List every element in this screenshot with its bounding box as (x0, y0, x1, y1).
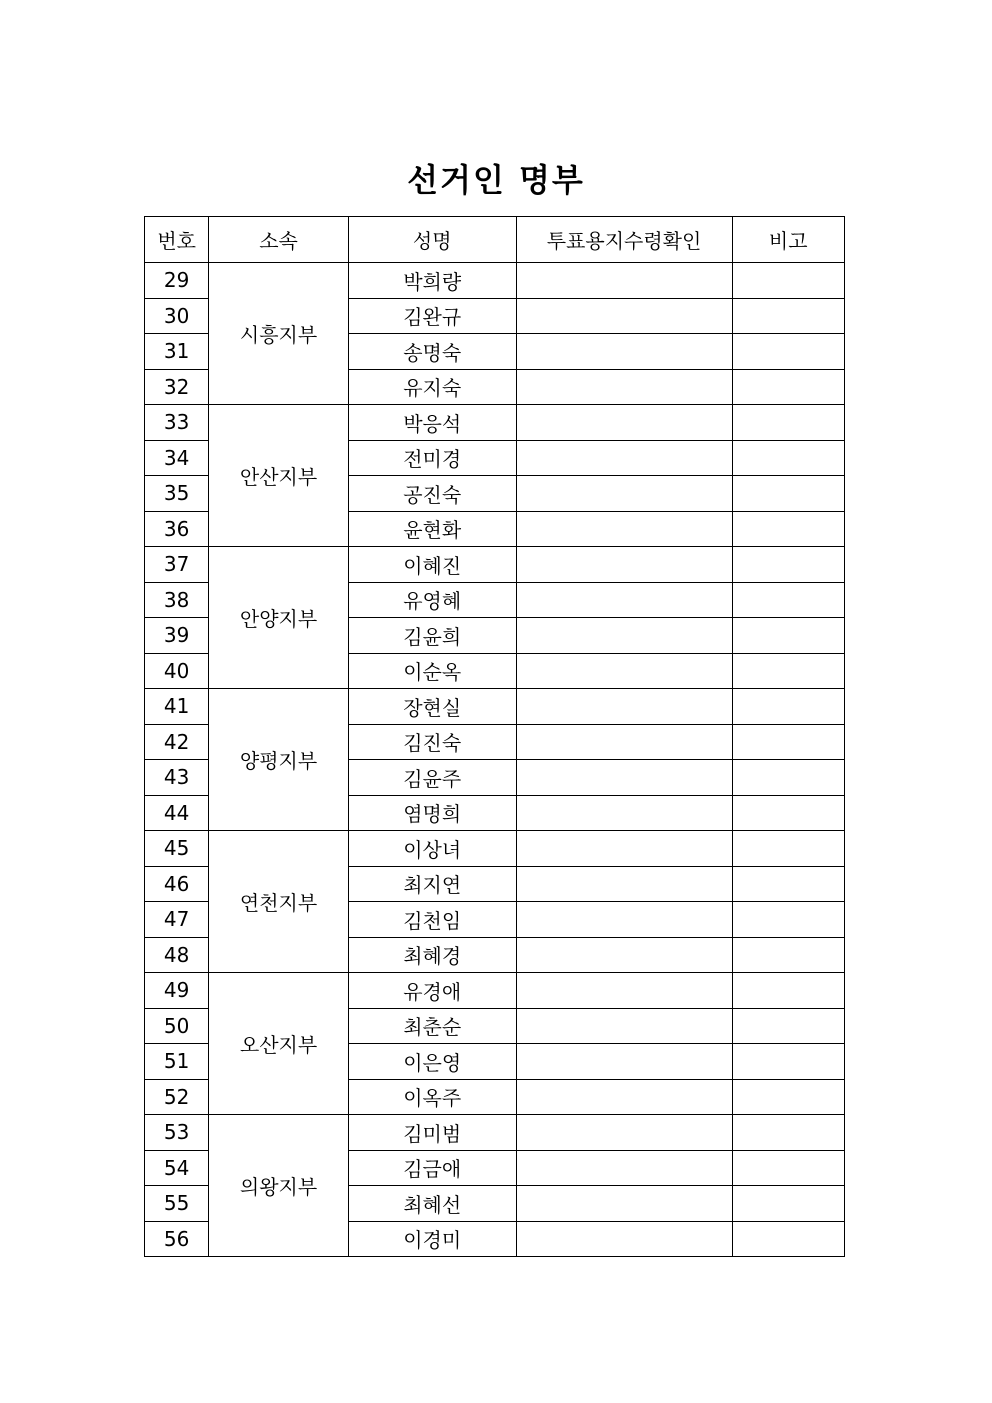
cell-name: 김금애 (348, 1150, 516, 1186)
table-row (145, 405, 845, 441)
table-body (145, 263, 845, 1257)
cell-no: 56 (145, 1221, 209, 1257)
cell-remark[interactable] (732, 405, 845, 441)
cell-name: 이옥주 (348, 1079, 516, 1115)
cell-remark[interactable] (732, 582, 845, 618)
cell-no: 39 (145, 618, 209, 654)
cell-name: 최지연 (348, 866, 516, 902)
table-row (145, 689, 845, 725)
cell-no: 34 (145, 440, 209, 476)
cell-no: 37 (145, 547, 209, 583)
cell-remark[interactable] (732, 369, 845, 405)
cell-name: 염명희 (348, 795, 516, 831)
cell-receipt-confirmation[interactable] (516, 902, 732, 938)
cell-receipt-confirmation[interactable] (516, 831, 732, 867)
cell-receipt-confirmation[interactable] (516, 1044, 732, 1080)
cell-name: 김진숙 (348, 724, 516, 760)
cell-no: 46 (145, 866, 209, 902)
cell-no: 31 (145, 334, 209, 370)
cell-name: 박응석 (348, 405, 516, 441)
cell-receipt-confirmation[interactable] (516, 582, 732, 618)
cell-no: 44 (145, 795, 209, 831)
cell-name: 전미경 (348, 440, 516, 476)
cell-name: 김완규 (348, 298, 516, 334)
cell-remark[interactable] (732, 1044, 845, 1080)
cell-branch: 오산지부 (209, 973, 349, 1115)
cell-receipt-confirmation[interactable] (516, 1079, 732, 1115)
cell-no: 48 (145, 937, 209, 973)
cell-remark[interactable] (732, 1008, 845, 1044)
cell-remark[interactable] (732, 1221, 845, 1257)
cell-receipt-confirmation[interactable] (516, 298, 732, 334)
cell-branch: 안양지부 (209, 547, 349, 689)
cell-branch: 안산지부 (209, 405, 349, 547)
cell-name: 이은영 (348, 1044, 516, 1080)
table-row (145, 263, 845, 299)
cell-no: 36 (145, 511, 209, 547)
table-row (145, 1115, 845, 1151)
cell-receipt-confirmation[interactable] (516, 1008, 732, 1044)
cell-receipt-confirmation[interactable] (516, 689, 732, 725)
cell-remark[interactable] (732, 1115, 845, 1151)
cell-no: 50 (145, 1008, 209, 1044)
cell-name: 장현실 (348, 689, 516, 725)
cell-no: 40 (145, 653, 209, 689)
cell-receipt-confirmation[interactable] (516, 334, 732, 370)
cell-remark[interactable] (732, 476, 845, 512)
cell-name: 이경미 (348, 1221, 516, 1257)
table-header-row (145, 217, 845, 263)
cell-no: 32 (145, 369, 209, 405)
cell-remark[interactable] (732, 298, 845, 334)
cell-remark[interactable] (732, 937, 845, 973)
cell-name: 박희량 (348, 263, 516, 299)
cell-receipt-confirmation[interactable] (516, 1186, 732, 1222)
cell-no: 54 (145, 1150, 209, 1186)
cell-receipt-confirmation[interactable] (516, 511, 732, 547)
cell-name: 유영혜 (348, 582, 516, 618)
header-receipt: 투표용지수령확인 (516, 217, 732, 263)
cell-no: 53 (145, 1115, 209, 1151)
cell-receipt-confirmation[interactable] (516, 1221, 732, 1257)
cell-name: 김윤주 (348, 760, 516, 796)
table-row (145, 831, 845, 867)
cell-receipt-confirmation[interactable] (516, 405, 732, 441)
cell-remark[interactable] (732, 1150, 845, 1186)
cell-no: 45 (145, 831, 209, 867)
cell-receipt-confirmation[interactable] (516, 369, 732, 405)
cell-name: 최춘순 (348, 1008, 516, 1044)
header-remark: 비고 (732, 217, 845, 263)
cell-no: 41 (145, 689, 209, 725)
cell-name: 최혜경 (348, 937, 516, 973)
cell-no: 55 (145, 1186, 209, 1222)
cell-receipt-confirmation[interactable] (516, 476, 732, 512)
cell-receipt-confirmation[interactable] (516, 973, 732, 1009)
cell-receipt-confirmation[interactable] (516, 1115, 732, 1151)
cell-no: 51 (145, 1044, 209, 1080)
cell-remark[interactable] (732, 724, 845, 760)
cell-name: 최혜선 (348, 1186, 516, 1222)
cell-name: 유지숙 (348, 369, 516, 405)
cell-no: 35 (145, 476, 209, 512)
cell-receipt-confirmation[interactable] (516, 1150, 732, 1186)
cell-receipt-confirmation[interactable] (516, 795, 732, 831)
cell-remark[interactable] (732, 831, 845, 867)
cell-name: 이혜진 (348, 547, 516, 583)
cell-receipt-confirmation[interactable] (516, 263, 732, 299)
table-row (145, 547, 845, 583)
cell-remark[interactable] (732, 263, 845, 299)
cell-remark[interactable] (732, 653, 845, 689)
cell-no: 52 (145, 1079, 209, 1115)
cell-remark[interactable] (732, 866, 845, 902)
cell-receipt-confirmation[interactable] (516, 440, 732, 476)
cell-receipt-confirmation[interactable] (516, 618, 732, 654)
cell-name: 김천임 (348, 902, 516, 938)
cell-no: 29 (145, 263, 209, 299)
cell-name: 김미범 (348, 1115, 516, 1151)
cell-branch: 의왕지부 (209, 1115, 349, 1257)
cell-branch: 양평지부 (209, 689, 349, 831)
cell-name: 이순옥 (348, 653, 516, 689)
cell-remark[interactable] (732, 973, 845, 1009)
cell-receipt-confirmation[interactable] (516, 866, 732, 902)
voter-roster-table (144, 216, 845, 1257)
cell-no: 38 (145, 582, 209, 618)
cell-remark[interactable] (732, 440, 845, 476)
cell-remark[interactable] (732, 547, 845, 583)
cell-name: 김윤희 (348, 618, 516, 654)
cell-name: 공진숙 (348, 476, 516, 512)
cell-remark[interactable] (732, 334, 845, 370)
cell-remark[interactable] (732, 511, 845, 547)
cell-name: 윤현화 (348, 511, 516, 547)
header-branch: 소속 (209, 217, 349, 263)
cell-receipt-confirmation[interactable] (516, 760, 732, 796)
cell-no: 42 (145, 724, 209, 760)
cell-receipt-confirmation[interactable] (516, 547, 732, 583)
page-title: 선거인 명부 (407, 161, 585, 199)
cell-no: 43 (145, 760, 209, 796)
cell-receipt-confirmation[interactable] (516, 724, 732, 760)
cell-name: 유경애 (348, 973, 516, 1009)
cell-no: 30 (145, 298, 209, 334)
header-no: 번호 (145, 217, 209, 263)
cell-receipt-confirmation[interactable] (516, 937, 732, 973)
cell-remark[interactable] (732, 689, 845, 725)
cell-name: 송명숙 (348, 334, 516, 370)
cell-remark[interactable] (732, 902, 845, 938)
cell-branch: 시흥지부 (209, 263, 349, 405)
cell-remark[interactable] (732, 795, 845, 831)
cell-remark[interactable] (732, 1079, 845, 1115)
table-row (145, 973, 845, 1009)
cell-name: 이상녀 (348, 831, 516, 867)
cell-remark[interactable] (732, 618, 845, 654)
cell-receipt-confirmation[interactable] (516, 653, 732, 689)
header-name: 성명 (348, 217, 516, 263)
cell-no: 49 (145, 973, 209, 1009)
cell-no: 47 (145, 902, 209, 938)
cell-remark[interactable] (732, 760, 845, 796)
cell-no: 33 (145, 405, 209, 441)
cell-branch: 연천지부 (209, 831, 349, 973)
cell-remark[interactable] (732, 1186, 845, 1222)
